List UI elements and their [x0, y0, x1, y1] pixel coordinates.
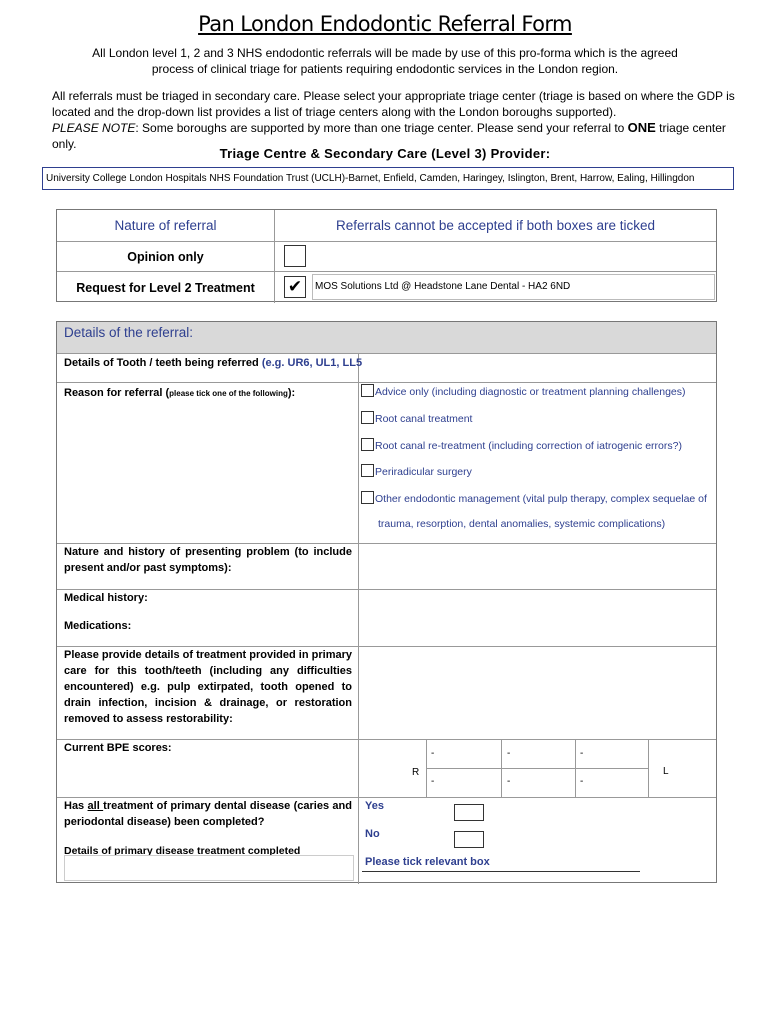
tooth-input[interactable] [359, 355, 716, 382]
tooth-label [64, 355, 362, 371]
checkbox[interactable] [361, 464, 374, 477]
triage-note-text: : Some boroughs are supported by more than one triage center. Please send your referral to [135, 121, 628, 135]
details-table [56, 321, 717, 883]
bpe-score-ua[interactable]: - [507, 748, 511, 759]
reason-option-label: Root canal re-treatment (including correction of iatrogenic errors?) [375, 440, 682, 452]
primary-disease-question [64, 798, 352, 830]
reason-option-label: Root canal treatment [375, 413, 473, 425]
underline-rule [362, 871, 640, 872]
level2-row [57, 272, 716, 303]
reason-option-other-continuation: trauma, resorption, dental anomalies, systemic complications) [378, 518, 666, 530]
level2-provider-field[interactable]: MOS Solutions Ltd @ Headstone Lane Dental - HA2 6ND [312, 274, 715, 300]
reason-hint: please tick one of the following [169, 389, 288, 398]
opinion-row [57, 242, 716, 272]
level2-label: Request for Level 2 Treatment [57, 272, 275, 303]
bpe-grid-line [427, 768, 648, 769]
primary-care-input[interactable] [359, 647, 716, 739]
question-text: Has [64, 800, 88, 812]
tick-hint: Please tick relevant box [365, 856, 490, 868]
primary-care-label: Please provide details of treatment provided in primary care for this tooth/teeth (including any difficulties encountered) e.g. pulp extirpated, tooth opened to drain infection, incision & drainage, or restoration removed to assess restorability: [64, 649, 352, 725]
reason-option-retreatment[interactable] [361, 438, 682, 453]
intro-line-1: All London level 1, 2 and 3 NHS endodontic referrals will be made by use of this pro-forma which is the agreed [92, 46, 678, 60]
reason-option-rct[interactable] [361, 411, 472, 426]
yes-label: Yes [365, 800, 384, 812]
checkbox[interactable] [361, 438, 374, 451]
question-text: treatment of primary dental disease (caries and periodontal disease) been completed? [64, 800, 352, 828]
nature-header-right: Referrals cannot be accepted if both boxes are ticked [336, 218, 655, 233]
bpe-score-ur[interactable]: - [431, 748, 435, 759]
reason-option-label: Advice only (including diagnostic or treatment planning challenges) [375, 386, 686, 398]
medications-label: Medications: [64, 620, 132, 632]
primary-disease-details-input[interactable] [64, 855, 354, 881]
nature-of-referral-table [56, 209, 717, 302]
details-heading: Details of the referral: [64, 325, 194, 340]
intro-line-2: process of clinical triage for patients requiring endodontic services in the London region. [151, 62, 619, 76]
bpe-left-marker: L [663, 766, 669, 777]
checkbox[interactable] [361, 384, 374, 397]
bpe-score-lr[interactable]: - [431, 776, 435, 787]
reason-option-label: Periradicular surgery [375, 466, 472, 478]
bpe-right-marker: R [412, 767, 420, 778]
medical-input[interactable] [359, 590, 716, 646]
row-divider [57, 382, 716, 383]
reason-label-text: Reason for referral ( [64, 387, 170, 399]
reason-option-label: Other endodontic management (vital pulp therapy, complex sequelae of [375, 493, 707, 505]
question-emphasis: all [87, 800, 104, 812]
level2-checkbox[interactable]: ✔ [284, 276, 306, 298]
details-header [57, 322, 716, 354]
triage-note-line-1: All referrals must be triaged in secondary care. Please select your appropriate triage center (triage is based on where the GDP is [52, 89, 735, 103]
tooth-example: (e.g. UR6, UL1, LL5 [261, 357, 363, 369]
medical-history-label: Medical history: [64, 592, 148, 604]
opinion-label: Opinion only [57, 242, 275, 271]
bpe-grid-line [575, 739, 576, 797]
one-emphasis: ONE [627, 120, 656, 135]
primary-disease-details-label: Details of primary disease treatment completed [64, 845, 301, 857]
triage-note-end: triage center only. [52, 121, 726, 151]
triage-note-line-2: located and the drop-down list provides a list of triage centers along with the London boroughs supported). [52, 105, 617, 119]
reason-option-advice[interactable] [361, 384, 686, 399]
reason-option-other[interactable] [361, 491, 707, 506]
reason-label-end: ): [287, 387, 296, 399]
bpe-score-ll[interactable]: - [580, 776, 584, 787]
nature-header-row [57, 210, 716, 242]
form-title: Pan London Endodontic Referral Form [198, 12, 572, 36]
provider-heading: Triage Centre & Secondary Care (Level 3) Provider: [219, 146, 551, 161]
bpe-score-ul[interactable]: - [580, 748, 584, 759]
provider-select[interactable]: University College London Hospitals NHS Foundation Trust (UCLH)-Barnet, Enfield, Camden, Haringey, Islington, Brent, Harrow, Ealing, Hillingdon [42, 167, 734, 190]
no-checkbox[interactable] [454, 831, 484, 848]
checkbox[interactable] [361, 491, 374, 504]
no-label: No [365, 828, 380, 840]
bpe-label: Current BPE scores: [64, 742, 172, 754]
history-input[interactable] [359, 544, 716, 589]
please-note-label: PLEASE NOTE [52, 121, 136, 135]
bpe-score-la[interactable]: - [507, 776, 511, 787]
nature-header-left: Nature of referral [57, 210, 275, 241]
opinion-checkbox[interactable] [284, 245, 306, 267]
bpe-grid-line [501, 739, 502, 797]
reason-option-surgery[interactable] [361, 464, 472, 479]
tooth-label-text: Details of Tooth / teeth being referred [64, 357, 262, 369]
checkbox[interactable] [361, 411, 374, 424]
yes-checkbox[interactable] [454, 804, 484, 821]
reason-label [64, 385, 295, 402]
bpe-grid [426, 739, 649, 797]
history-label: Nature and history of presenting problem (to include present and/or past symptoms): [64, 546, 352, 574]
